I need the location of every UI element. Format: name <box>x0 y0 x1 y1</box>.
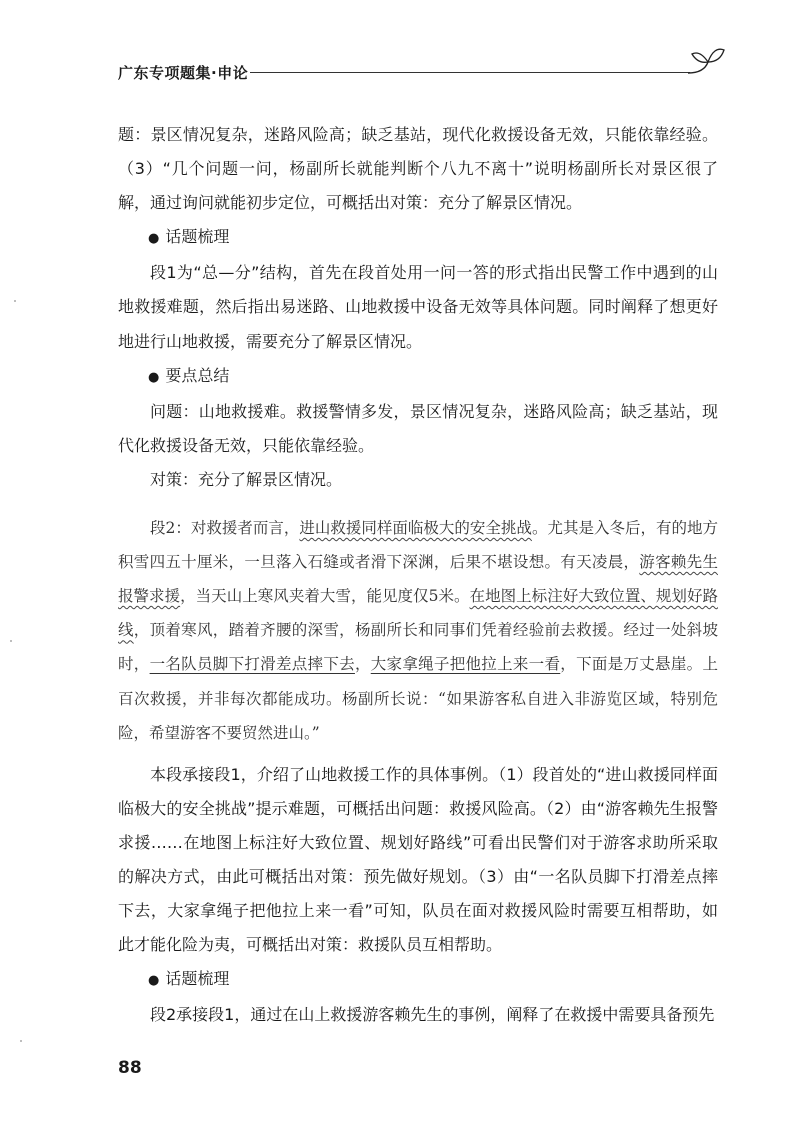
header-rule <box>250 72 690 73</box>
paragraph-topic-analysis: 段1为“总—分”结构，首先在段首处用一问一答的形式指出民警工作中遇到的山地救援难题，然后指出易迷路、山地救援中设备无效等具体问题。同时阐释了想更好地进行山地救援，需要充分了解景区情况。 <box>118 263 718 351</box>
scan-speck <box>10 640 12 642</box>
scan-speck <box>14 300 16 302</box>
paragraph-topic-analysis: 段2承接段1，通过在山上救援游客赖先生的事例，阐释了在救援中需要具备预先 <box>150 1005 715 1025</box>
section-heading-summary: ● 要点总结 <box>148 365 230 385</box>
running-header <box>118 58 728 88</box>
page-body <box>118 118 718 1032</box>
bullet-icon: ● <box>148 369 160 385</box>
paragraph-problem: 问题：山地救援难。救援警情多发，景区情况复杂，迷路风险高；缺乏基站，现代化救援设备无效，只能依靠经验。 <box>118 401 718 455</box>
underlined-phrase: 一名队员脚下打滑差点摔下去 <box>149 655 355 674</box>
underlined-phrase: 游客赖先生报警求援 <box>118 553 718 606</box>
bullet-icon: ● <box>148 231 160 247</box>
underlined-phrase: 进山救援同样面临极大的安全挑战 <box>299 519 532 538</box>
scan-speck <box>20 1040 22 1042</box>
paragraph-solution: 对策：充分了解景区情况。 <box>150 469 343 489</box>
bullet-icon: ● <box>148 973 160 989</box>
section-heading-topic: ● 话题梳理 <box>148 227 230 247</box>
underlined-phrase: 在地图上标注好大致位置、规划好路线 <box>118 587 718 640</box>
page-number: 88 <box>118 1058 142 1078</box>
quoted-source-paragraph: 段2：对救援者而言，进山救援同样面临极大的安全挑战。尤其是入冬后，有的地方积雪四五十厘米，一旦落入石缝或者滑下深渊，后果不堪设想。有天凌晨，游客赖先生报警求援，当天山上寒风夹着大雪，能见度仅5米。在地图上标注好大致位置、规划好路线，顶着寒风，踏着齐腰的深雪，杨副所长和同事们凭着经验前去救援。经过一处斜坡时，一名队员脚下打滑差点摔下去，大家拿绳子把他拉上来一看，下面是万丈悬崖。上百次救援，并非每次都能成功。杨副所长说：“如果游客私自进入非游览区域，特别危险，希望游客不要贸然进山。” <box>118 519 718 742</box>
header-title: 广东专项题集·申论 <box>118 64 249 82</box>
paragraph-continuation: 题：景区情况复杂，迷路风险高；缺乏基站，现代化救援设备无效，只能依靠经验。（3）“几个问题一问，杨副所长就能判断个八九不离十”说明杨副所长对景区很了解，通过询问就能初步定位，可概括出对策：充分了解景区情况。 <box>118 125 718 213</box>
sprout-icon <box>684 42 728 82</box>
section-heading-topic: ● 话题梳理 <box>148 969 230 989</box>
underlined-phrase: 大家拿绳子把他拉上来一看 <box>370 655 561 674</box>
paragraph-analysis: 本段承接段1，介绍了山地救援工作的具体事例。（1）段首处的“进山救援同样面临极大的安全挑战”提示难题，可概括出问题：救援风险高。（2）由“游客赖先生报警求援……在地图上标注好大致位置、规划好路线”可看出民警们对于游客求助所采取的解决方式，由此可概括出对策：预先做好规划。（3）由“一名队员脚下打滑差点摔下去，大家拿绳子把他拉上来一看”可知，队员在面对救援风险时需要互相帮助，如此才能化险为夷，可概括出对策：救援队员互相帮助。 <box>118 764 718 955</box>
